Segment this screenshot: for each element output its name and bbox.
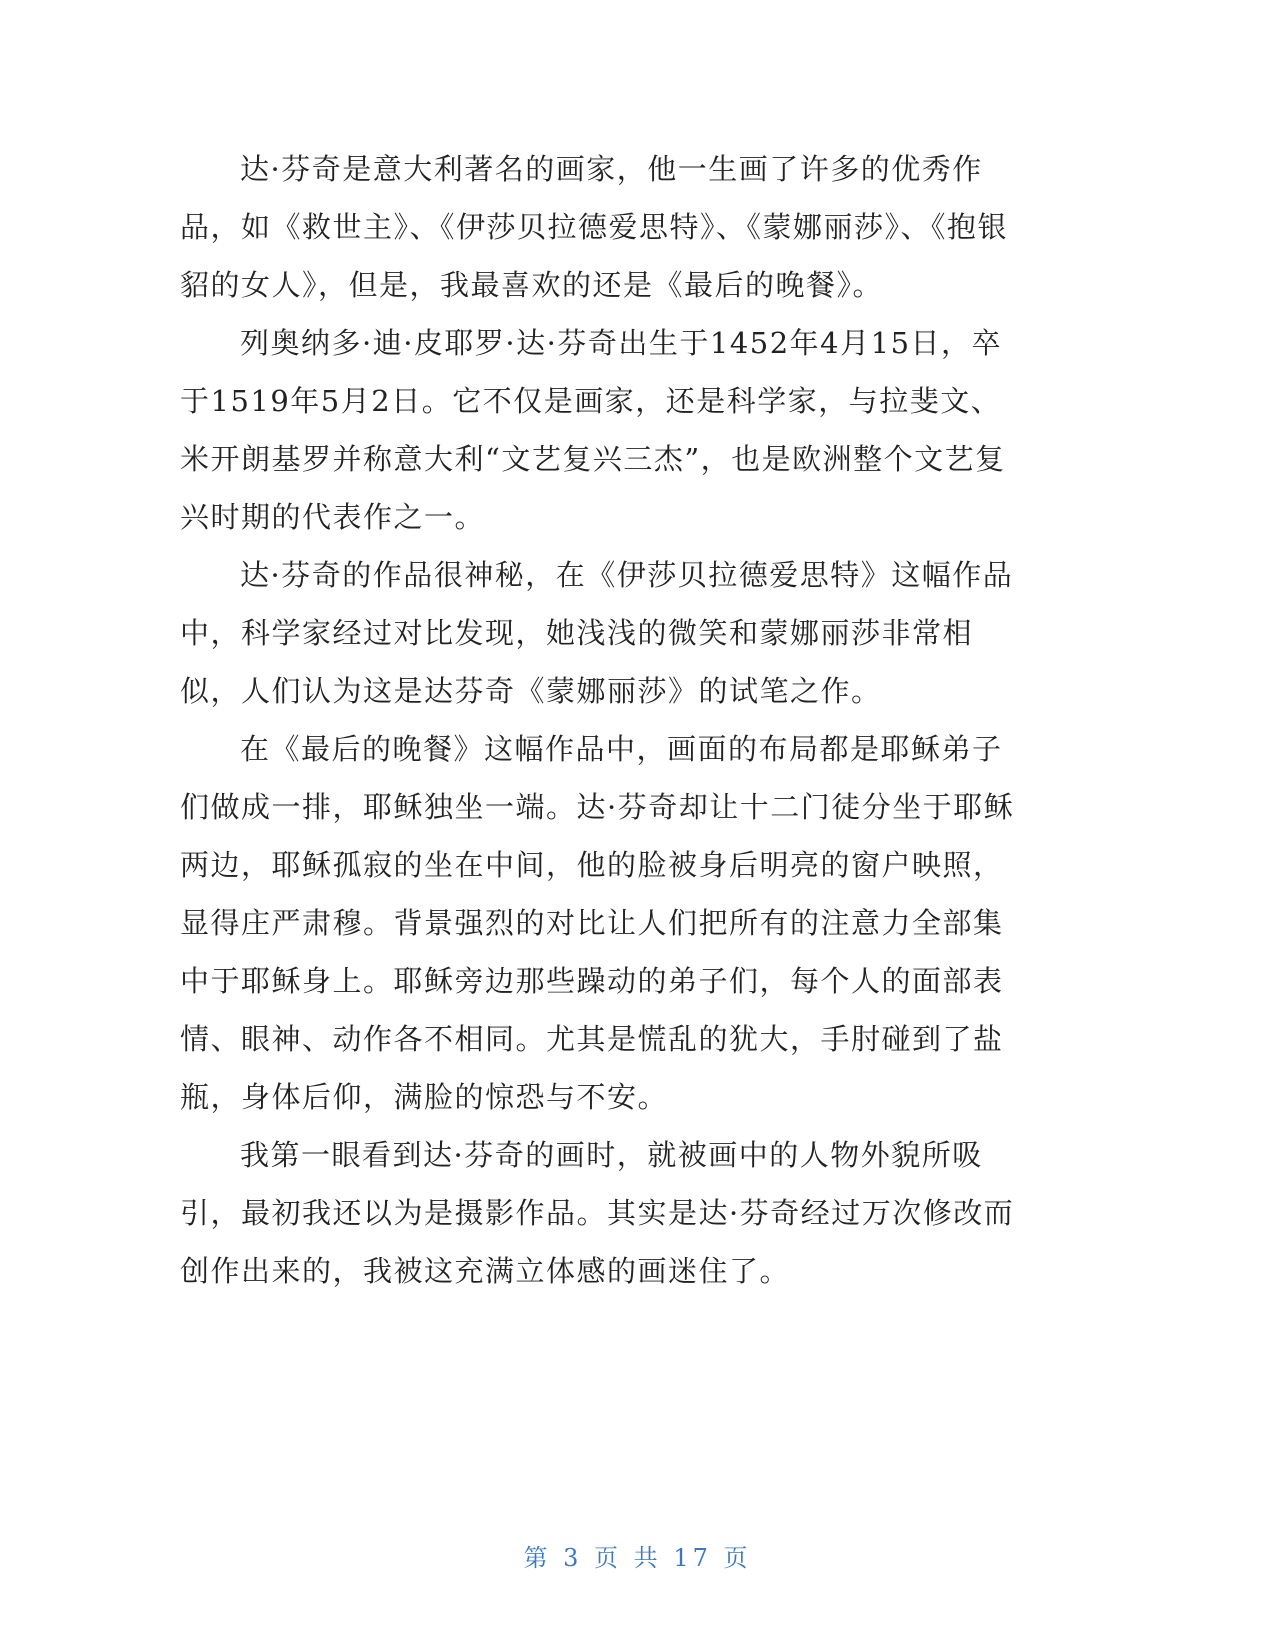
paragraph-5: 我第一眼看到达·芬奇的画时，就被画中的人物外貌所吸引，最初我还以为是摄影作品。其实是达·芬奇经过万次修改而创作出来的，我被这充满立体感的画迷住了。 (180, 1138, 1015, 1288)
document-body (180, 140, 1030, 1300)
footer-prefix: 第 (523, 1544, 552, 1572)
paragraph-2: 列奥纳多·迪·皮耶罗·达·芬奇出生于1452年4月15日，卒于1519年5月2日。它不仅是画家，还是科学家，与拉斐文、米开朗基罗并称意大利“文艺复兴三杰”，也是欧洲整个文艺复兴时期的代表作之一。 (180, 326, 1006, 534)
footer-current-page: 3 (563, 1544, 583, 1572)
footer-suffix: 页 (723, 1544, 752, 1572)
paragraph-1: 达·芬奇是意大利著名的画家，他一生画了许多的优秀作品，如《救世主》、《伊莎贝拉德爱思特》、《蒙娜丽莎》、《抱银貂的女人》，但是，我最喜欢的还是《最后的晚餐》。 (180, 152, 1009, 302)
page-footer (0, 1538, 1275, 1573)
footer-mid: 页 共 (594, 1544, 662, 1572)
paragraph-4: 在《最后的晚餐》这幅作品中，画面的布局都是耶稣弟子们做成一排，耶稣独坐一端。达·芬奇却让十二门徒分坐于耶稣两边，耶稣孤寂的坐在中间，他的脸被身后明亮的窗户映照，显得庄严肃穆。背景强烈的对比让人们把所有的注意力全部集中于耶稣身上。耶稣旁边那些躁动的弟子们，每个人的面部表情、眼神、动作各不相同。尤其是慌乱的犹大，手肘碰到了盐瓶，身体后仰，满脸的惊恐与不安。 (180, 732, 1015, 1114)
paragraph-3: 达·芬奇的作品很神秘，在《伊莎贝拉德爱思特》这幅作品中，科学家经过对比发现，她浅浅的微笑和蒙娜丽莎非常相似，人们认为这是达芬奇《蒙娜丽莎》的试笔之作。 (180, 558, 1014, 708)
footer-total-pages: 17 (673, 1544, 712, 1572)
